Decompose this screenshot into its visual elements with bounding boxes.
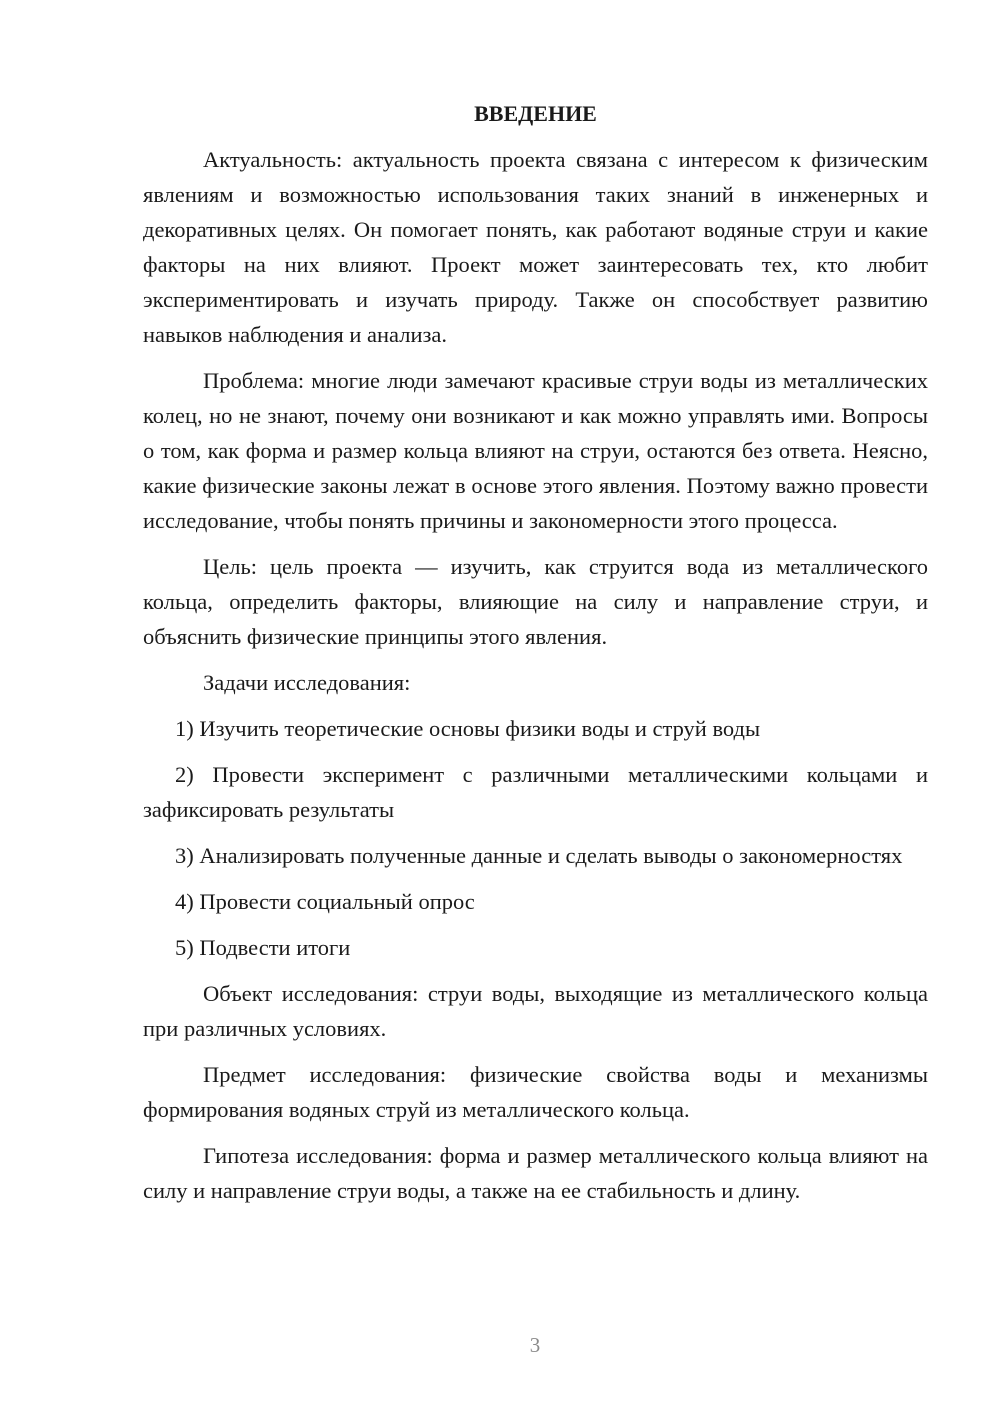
paragraph-problem: Проблема: многие люди замечают красивые струи воды из металлических колец, но не знают, почему они возникают и как можно управлять ими. Вопросы о том, как форма и размер кольца влияют на струи, остаются без ответа. Неясно, какие физические законы лежат в основе этого явления. Поэтому важно провести исследование, чтобы понять причины и закономерности этого процесса. <box>143 368 928 533</box>
task-item-2: 2) Провести эксперимент с различными металлическими кольцами и зафиксировать результаты <box>143 762 928 822</box>
section-title: ВВЕДЕНИЕ <box>474 101 597 126</box>
page-number: 3 <box>529 1333 541 1357</box>
paragraph-object: Объект исследования: струи воды, выходящие из металлического кольца при различных условиях. <box>143 981 928 1041</box>
paragraph-relevance: Актуальность: актуальность проекта связана с интересом к физическим явлениям и возможностью использования таких знаний в инженерных и декоративных целях. Он помогает понять, как работают водяные струи и какие факторы на них влияют. Проект может заинтересовать тех, кто любит экспериментировать и изучать природу. Также он способствует развитию навыков наблюдения и анализа. <box>143 147 928 347</box>
document-page <box>143 96 928 1219</box>
paragraph-tasks-heading: Задачи исследования: <box>203 670 411 695</box>
paragraph-goal: Цель: цель проекта — изучить, как струится вода из металлического кольца, определить факторы, влияющие на силу и направление струи, и объяснить физические принципы этого явления. <box>143 554 928 649</box>
task-item-4: 4) Провести социальный опрос <box>175 889 475 914</box>
task-item-3: 3) Анализировать полученные данные и сделать выводы о закономерностях <box>175 843 903 868</box>
paragraph-hypothesis: Гипотеза исследования: форма и размер металлического кольца влияют на силу и направление струи воды, а также на ее стабильность и длину. <box>143 1143 928 1203</box>
task-item-1: 1) Изучить теоретические основы физики воды и струй воды <box>175 716 761 741</box>
paragraph-subject: Предмет исследования: физические свойства воды и механизмы формирования водяных струй из металлического кольца. <box>143 1062 928 1122</box>
task-item-5: 5) Подвести итоги <box>175 935 351 960</box>
